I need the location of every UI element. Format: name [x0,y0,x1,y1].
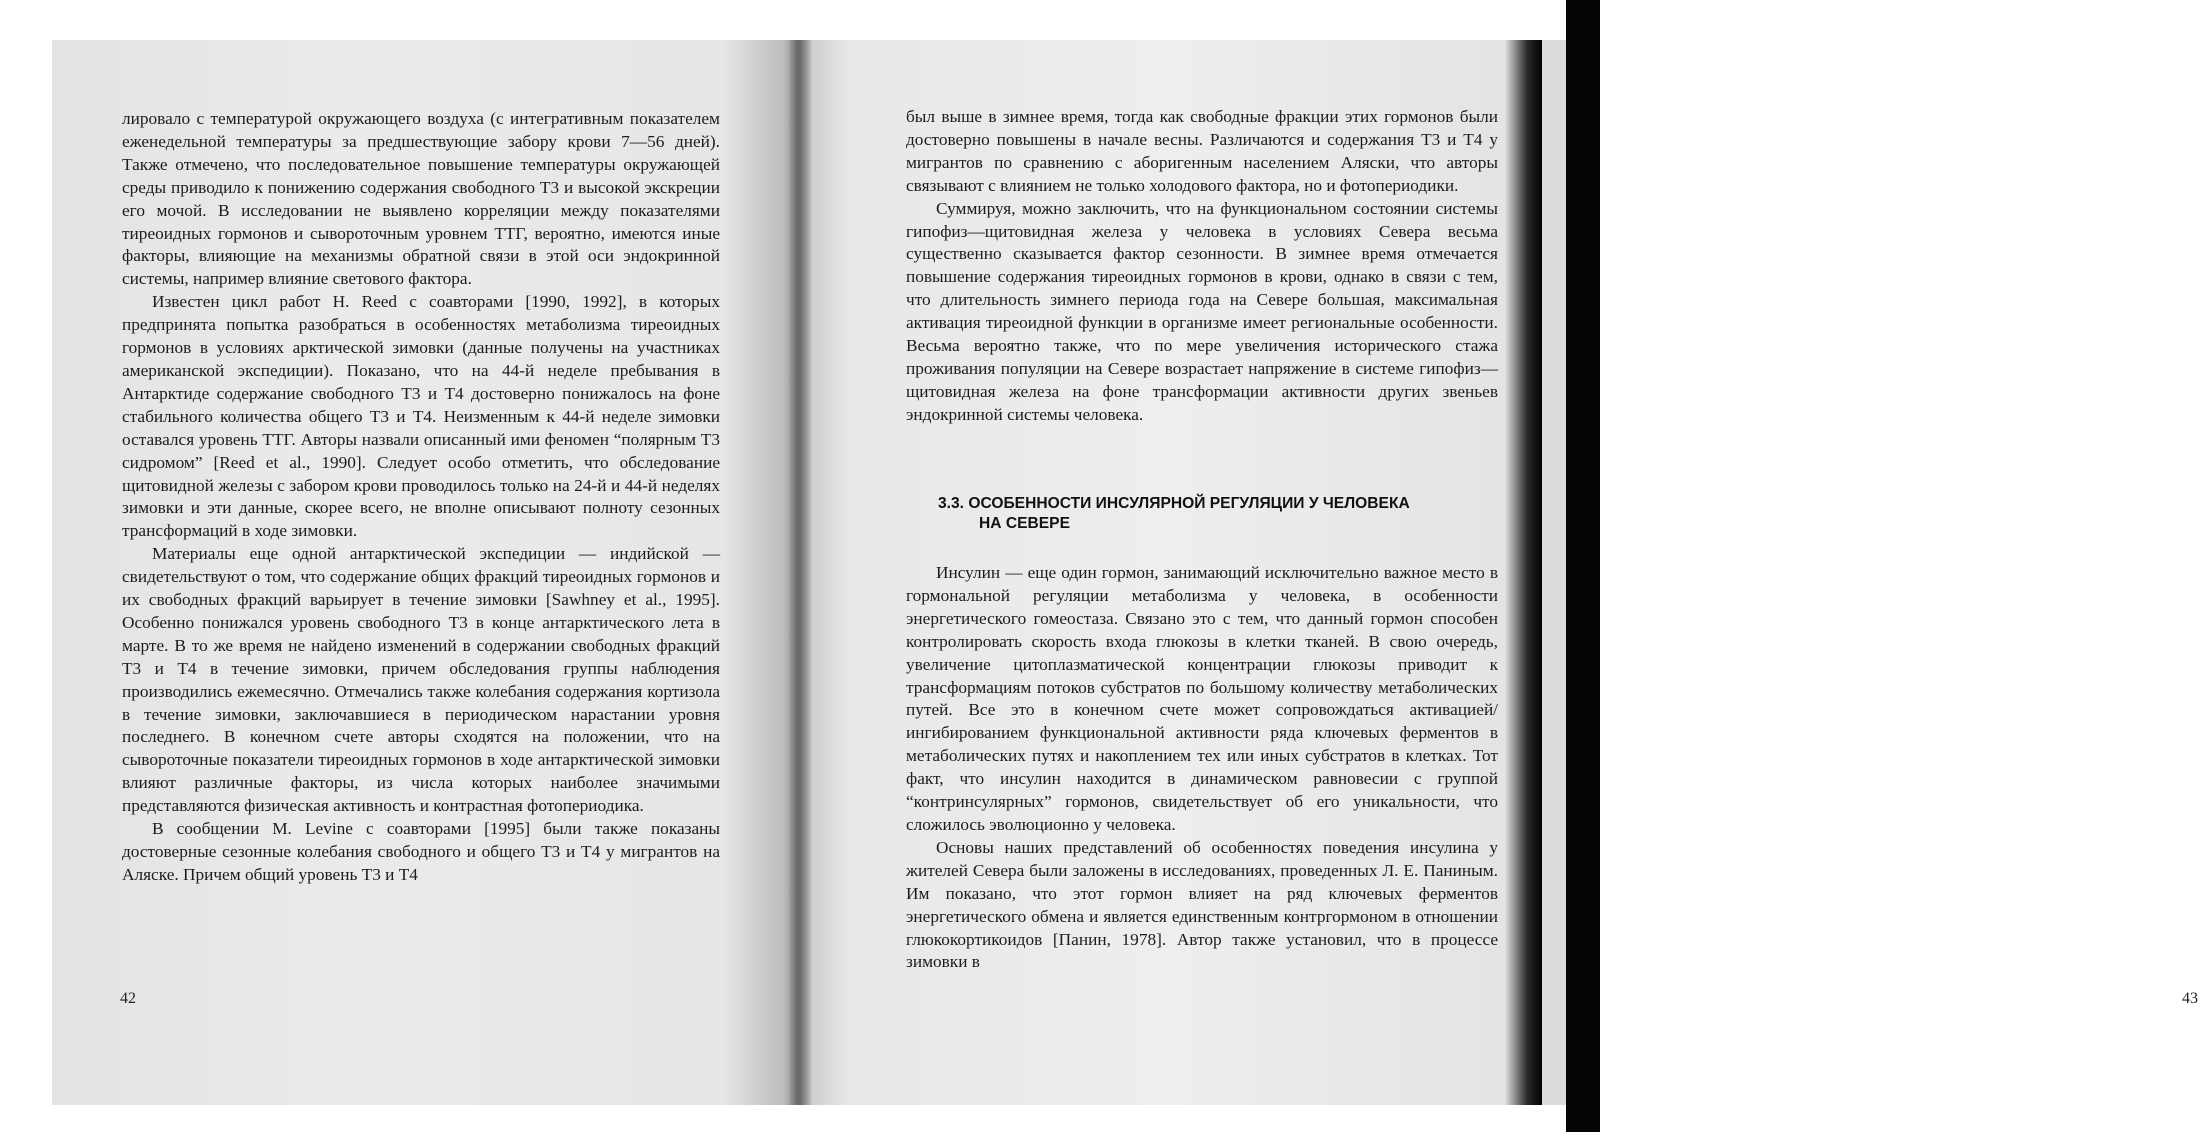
paragraph: Инсулин — еще один гормон, занимающий исключительно важное место в гормональной регуляции метаболизма у человека, в особенности энергетического гомеостаза. Связано это с тем, что данный гормон способен контролировать скорость входа глюкозы в клетки тканей. В свою очередь, увеличение цитоплазматической концентрации глюкозы приводит к трансформациям потоков субстратов по большому количеству метаболических путей. Все это в конечном счете может сопровождаться активацией/ингибированием функциональной активности ряда ключевых ферментов в метаболических путях и накоплением тех или иных субстратов в клетках. Тот факт, что инсулин находится в динамическом равновесии с группой “контринсулярных” гормонов, свидетельствует об его уникальности, что сложилось эволюционно у человека. [906,563,1498,834]
paragraph: Основы наших представлений об особенностях поведения инсулина у жителей Севера были заложены в исследованиях, проведенных Л. Е. Паниным. Им показано, что этот гормон влияет на ряд ключевых ферментов энергетического обмена и является единственным контргормоном в отношении глюкокортикоидов [Панин, 1978]. Автор также установил, что в процессе зимовки в [906,837,1498,972]
paragraph: Суммируя, можно заключить, что на функциональном состоянии системы гипофиз—щитовидная железа у человека в условиях Севера весьма существенно сказывается фактор сезонности. В зимнее время отмечается повышение содержания тиреоидных гормонов в крови, однако в связи с тем, что длительность зимнего периода года на Севере большая, максимальная активация тиреоидной функции в организме имеет региональные особенности. Весьма вероятно также, что по мере увеличения исторического стажа проживания популяции на Севере возрастает напряжение в системе гипофиз—щитовидная железа на фоне трансформации активности других звеньев эндокринной системы человека. [906,198,1498,424]
right-page [798,40,2198,1105]
paragraph: В сообщении M. Levine с соавторами [1995] были также показаны достоверные сезонные колебания свободного и общего Т3 и Т4 у мигрантов на Аляске. Причем общий уровень Т3 и Т4 [122,819,720,884]
section-heading-line1: 3.3. ОСОБЕННОСТИ ИНСУЛЯРНОЙ РЕГУЛЯЦИИ У ЧЕЛОВЕКА [938,495,1410,512]
book-spread [52,40,2198,1105]
left-page-text [122,108,720,887]
paragraph: Известен цикл работ H. Reed с соавторами [1990, 1992], в которых предпринята попытка разобраться в особенностях метаболизма тиреоидных гормонов в условиях арктической зимовки (данные получены на участниках американской экспедиции). Показано, что на 44-й неделе пребывания в Антарктиде содержание свободного Т3 и Т4 достоверно понижалось на фоне стабильного количества общего Т3 и Т4. Неизменным к 44-й неделе зимовки оставался уровень ТТГ. Авторы назвали описанный ими феномен “полярным Т3 сидромом” [Reed et al., 1990]. Следует особо отметить, что обследование щитовидной железы с забором крови проводилось только на 24-й и 44-й неделях зимовки и эти данные, скорее всего, не вполне описывают полноту сезонных трансформаций в ходе зимовки. [122,292,720,541]
scan-edge [1566,0,1600,1132]
page-number-right: 43 [2182,990,2198,1007]
section-heading [938,494,1498,534]
book-spine [789,40,811,1105]
paragraph: лировало с температурой окружающего воздуха (с интегративным показателем еженедельной температуры за предшествующие забору крови 7—56 дней). Также отмечено, что последовательное повышение температуры окружающей среды приводило к понижению содержания свободного Т3 и высокой экскреции его мочой. В исследовании не выявлено корреляции между показателями тиреоидных гормонов и сывороточным уровнем ТТГ, вероятно, имеются иные факторы, влияющие на механизмы обратной связи в этой оси эндокринной системы, например влияние светового фактора. [122,109,720,289]
right-page-text-top [906,106,1498,427]
left-page [52,40,798,1105]
paragraph: был выше в зимнее время, тогда как свободные фракции этих гормонов были достоверно повышены в начале весны. Различаются и содержания Т3 и Т4 у мигрантов по сравнению с аборигенным населением Аляски, что авторы связывают с влиянием не только холодового фактора, но и фотопериодики. [906,107,1498,195]
section-heading-line2: НА СЕВЕРЕ [979,515,1070,532]
paragraph: Материалы еще одной антарктической экспедиции — индийской — свидетельствуют о том, что содержание общих фракций тиреоидных гормонов и их свободных фракций варьирует в течение зимовки [Sawhney et al., 1995]. Особенно понижался уровень свободного Т3 в конце антарктического лета в марте. В то же время не найдено изменений в содержании свободных фракций Т3 и Т4 в течение зимовки, причем обследования группы наблюдения производились ежемесячно. Отмечались также колебания содержания кортизола в течение зимовки, заключавшиеся в периодическом нарастании уровня последнего. В конечном счете авторы сходятся на положении, что на сывороточные показатели тиреоидных гормонов в ходе антарктической зимовки влияют различные факторы, из числа которых наиболее значимыми представляются физическая активность и контрастная фотопериодика. [122,544,720,816]
right-page-text-bottom [906,562,1498,974]
page-number-left: 42 [120,990,136,1007]
